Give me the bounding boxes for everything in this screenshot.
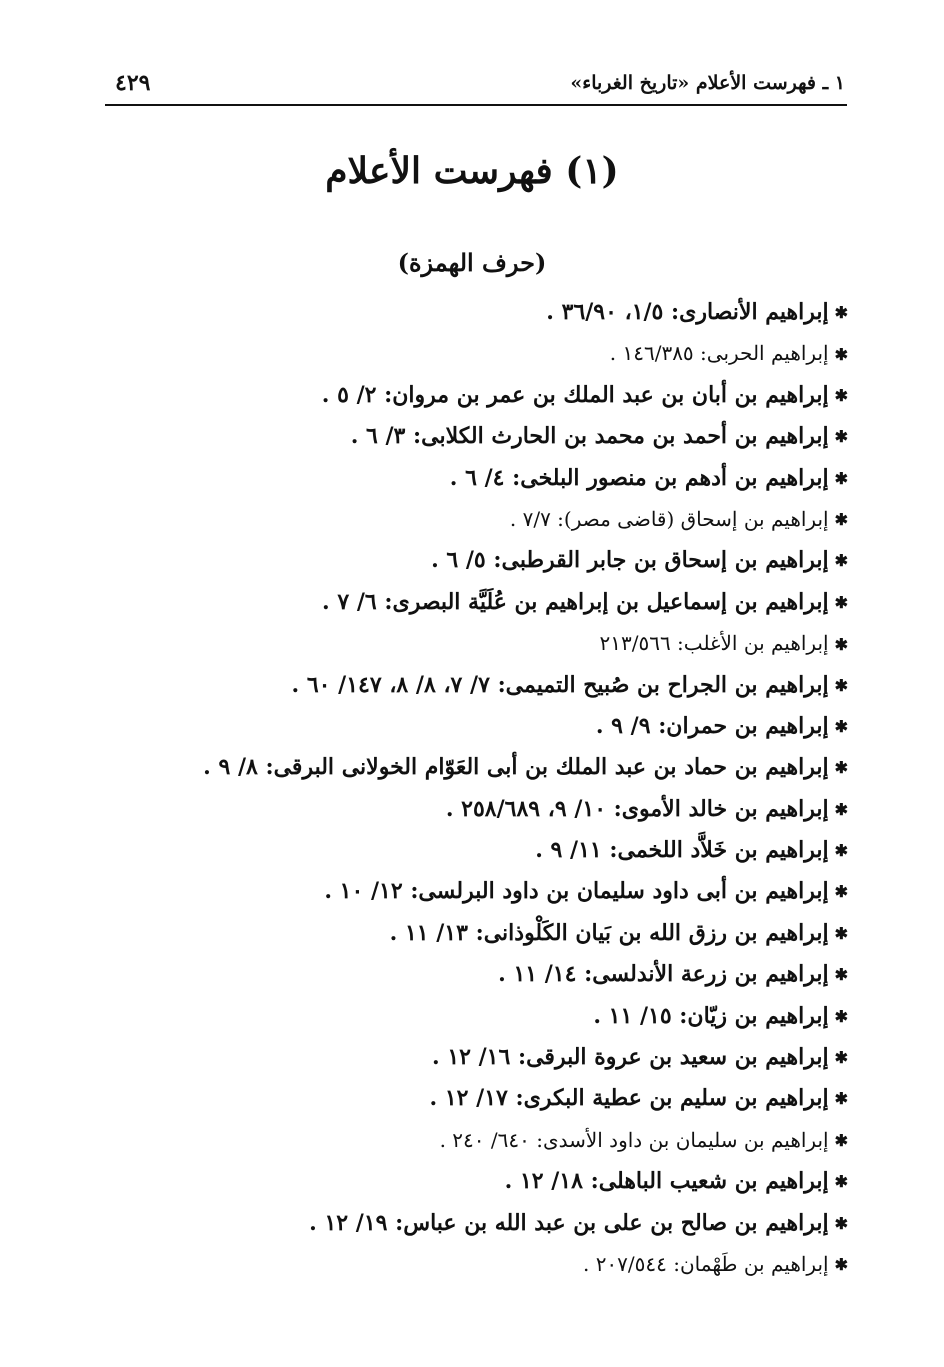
index-entry-text: إبراهيم بن رزق الله بن بَيان الكَلْوذانى: ١٣/ ١١ . bbox=[389, 919, 829, 946]
index-entry-text: إبراهيم بن الأغلب: ٢١٣/٥٦٦ bbox=[599, 631, 829, 656]
index-entry-text: إبراهيم بن شعيب الباهلى: ١٨/ ١٢ . bbox=[504, 1168, 829, 1195]
asterisk-bullet-icon: ✱ bbox=[834, 799, 848, 819]
index-entry bbox=[128, 1248, 848, 1289]
asterisk-bullet-icon: ✱ bbox=[834, 1213, 848, 1233]
asterisk-bullet-icon: ✱ bbox=[834, 592, 848, 612]
index-entry bbox=[128, 1082, 848, 1123]
index-title: (١) فهرست الأعلام bbox=[325, 150, 619, 192]
index-entry-text: إبراهيم بن حمران: ٩/ ٩ . bbox=[595, 712, 829, 739]
index-entry bbox=[128, 793, 848, 834]
index-entry-text: إبراهيم بن خالد الأموى: ١٠/ ٩، ٢٥٨/٦٨٩ . bbox=[445, 795, 829, 822]
index-entry bbox=[128, 337, 848, 378]
asterisk-bullet-icon: ✱ bbox=[834, 1255, 848, 1275]
asterisk-bullet-icon: ✱ bbox=[834, 303, 848, 322]
index-entry bbox=[128, 586, 848, 627]
asterisk-bullet-icon: ✱ bbox=[834, 385, 848, 405]
index-entry-text: إبراهيم بن إسماعيل بن إبراهيم بن عُلَيَّة البصرى: ٦/ ٧ . bbox=[322, 588, 829, 615]
index-entry bbox=[128, 1124, 848, 1165]
asterisk-bullet-icon: ✱ bbox=[834, 1089, 848, 1109]
index-entry bbox=[128, 420, 848, 461]
asterisk-bullet-icon: ✱ bbox=[834, 882, 848, 902]
index-entries-list bbox=[128, 296, 848, 1289]
asterisk-bullet-icon: ✱ bbox=[834, 965, 848, 985]
index-entry bbox=[128, 627, 848, 668]
index-entry bbox=[128, 917, 848, 958]
index-entry bbox=[128, 1041, 848, 1082]
index-entry bbox=[128, 834, 848, 875]
index-entry bbox=[128, 1207, 848, 1248]
index-entry-text: إبراهيم بن سليمان بن داود الأسدى: ٦٤٠/ ٢٤٠ . bbox=[439, 1127, 829, 1152]
index-entry bbox=[128, 1000, 848, 1041]
asterisk-bullet-icon: ✱ bbox=[834, 1006, 848, 1026]
section-heading: (حرف الهمزة) bbox=[397, 248, 547, 277]
asterisk-bullet-icon: ✱ bbox=[834, 1131, 848, 1151]
index-entry-text: إبراهيم بن صالح بن على بن عبد الله بن عباس: ١٩/ ١٢ . bbox=[309, 1209, 829, 1236]
index-entry bbox=[128, 296, 848, 337]
index-entry-text: إبراهيم بن أبى داود سليمان بن داود البرلسى: ١٢/ ١٠ . bbox=[324, 878, 829, 905]
page-number: ٤٢٩ bbox=[115, 70, 151, 96]
index-entry bbox=[128, 379, 848, 420]
index-entry-text: إبراهيم بن الجراح بن صُبيح التميمى: ٧/ ٧، ٨/ ٨، ١٤٧/ ٦٠ . bbox=[291, 671, 829, 698]
index-entry bbox=[128, 710, 848, 751]
asterisk-bullet-icon: ✱ bbox=[834, 923, 848, 943]
asterisk-bullet-icon: ✱ bbox=[834, 510, 848, 530]
header-divider bbox=[105, 104, 847, 106]
index-entry bbox=[128, 751, 848, 792]
asterisk-bullet-icon: ✱ bbox=[834, 1048, 848, 1068]
index-entry-text: إبراهيم الحربى: ١٤٦/٣٨٥ . bbox=[609, 341, 829, 366]
index-entry bbox=[128, 544, 848, 585]
index-entry bbox=[128, 1165, 848, 1206]
index-entry-text: إبراهيم بن أحمد بن محمد بن الحارث الكلابى: ٣/ ٦ . bbox=[350, 423, 829, 450]
asterisk-bullet-icon: ✱ bbox=[834, 344, 848, 364]
asterisk-bullet-icon: ✱ bbox=[834, 634, 848, 654]
index-entry-text: إبراهيم بن حماد بن عبد الملك بن أبى العَوّام الخولانى البرقى: ٨/ ٩ . bbox=[203, 754, 829, 781]
index-entry-text: إبراهيم بن سعيد بن عروة البرقى: ١٦/ ١٢ . bbox=[432, 1044, 829, 1071]
index-entry-text: إبراهيم بن زرعة الأندلسى: ١٤/ ١١ . bbox=[498, 961, 829, 988]
index-entry-text: إبراهيم بن طَهْمان: ٢٠٧/٥٤٤ . bbox=[582, 1251, 829, 1276]
running-header bbox=[105, 66, 845, 104]
running-header-title: ١ ـ فهرست الأعلام «تاريخ الغرباء» bbox=[570, 72, 845, 94]
asterisk-bullet-icon: ✱ bbox=[834, 1172, 848, 1192]
index-entry-text: إبراهيم بن زيّان: ١٥/ ١١ . bbox=[593, 1002, 829, 1029]
index-entry-text: إبراهيم الأنصارى: ١/٥، ٣٦/٩٠ . bbox=[546, 299, 829, 325]
asterisk-bullet-icon: ✱ bbox=[834, 675, 848, 695]
asterisk-bullet-icon: ✱ bbox=[834, 427, 848, 447]
index-entry-text: إبراهيم بن إسحاق بن جابر القرطبى: ٥/ ٦ . bbox=[431, 547, 829, 574]
index-entry-text: إبراهيم بن أدهم بن منصور البلخى: ٤/ ٦ . bbox=[449, 464, 829, 491]
asterisk-bullet-icon: ✱ bbox=[834, 551, 848, 571]
index-entry bbox=[128, 875, 848, 916]
asterisk-bullet-icon: ✱ bbox=[834, 468, 848, 488]
index-entry-text: إبراهيم بن أبان بن عبد الملك بن عمر بن مروان: ٢/ ٥ . bbox=[321, 381, 829, 408]
asterisk-bullet-icon: ✱ bbox=[834, 716, 848, 736]
index-entry bbox=[128, 669, 848, 710]
index-entry bbox=[128, 462, 848, 503]
index-entry-text: إبراهيم بن إسحاق (قاضى مصر): ٧/٧ . bbox=[509, 506, 829, 531]
asterisk-bullet-icon: ✱ bbox=[834, 841, 848, 861]
asterisk-bullet-icon: ✱ bbox=[834, 758, 848, 778]
index-entry bbox=[128, 503, 848, 544]
index-entry-text: إبراهيم بن سليم بن عطية البكرى: ١٧/ ١٢ . bbox=[429, 1085, 829, 1112]
index-entry-text: إبراهيم بن خَلاَّد اللخمى: ١١/ ٩ . bbox=[535, 837, 829, 864]
index-entry bbox=[128, 958, 848, 999]
